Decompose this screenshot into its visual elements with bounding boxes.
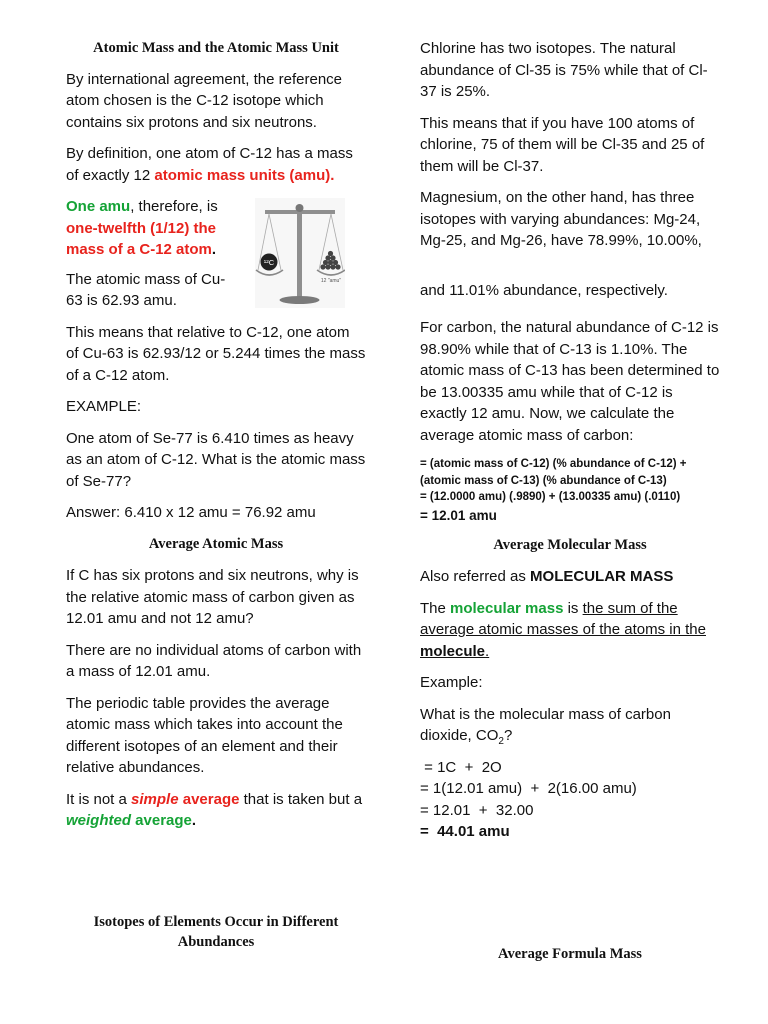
paragraph-reference-atom: By international agreement, the reference atom chosen is the C-12 isotope which contains six protons and six neutrons. [66, 70, 342, 131]
highlight-average: average [178, 790, 240, 808]
calc-step: = 12.01 + 32.00 [420, 801, 534, 819]
calc-result: = 44.01 amu [420, 823, 510, 840]
paragraph-carbon-abundance: For carbon, the natural abundance of C-12 is 98.90% while that of C-13 is 1.10%. The atomic mass of C-13 has been determined to be 13.00335 amu while that of C-12 is exactly 12 amu. Now, we calculate the average atomic mass of carbon: [420, 319, 720, 444]
example-question: One atom of Se-77 is 6.410 times as heavy as an atom of C-12. What is the atomic mass of Se-77? [66, 429, 366, 490]
text-span: Also referred as [420, 568, 531, 585]
paragraph-magnesium: Magnesium, on the other hand, has three isotopes with varying abundances: Mg-24, Mg-25, and Mg-26, have 78.99%, 10.00%, [420, 189, 702, 249]
paragraph-chlorine: Chlorine has two isotopes. The natural abundance of Cl-35 is 75% while that of Cl-37 is 25%. [420, 40, 708, 100]
amu-sphere [325, 255, 330, 260]
subscript-2: 2 [498, 736, 504, 747]
section-heading-atomic-mass-unit: Atomic Mass and the Atomic Mass Unit [93, 40, 339, 56]
balance-scale-figure [255, 198, 345, 308]
paragraph-definition [66, 143, 366, 186]
amu-definition-block [66, 196, 236, 261]
underlined-molecule: molecule [420, 642, 486, 660]
amu-sphere [335, 264, 340, 269]
scale-post [297, 210, 302, 298]
text-span: that is taken but a [239, 790, 363, 808]
paragraph-cu63: The atomic mass of Cu-63 is 62.93 amu. [66, 270, 226, 309]
text-span: , therefore, is [130, 198, 218, 215]
highlight-weighted: weighted [66, 812, 132, 829]
amu-sphere [323, 260, 328, 265]
underlined-definition: the sum of the average atomic masses of the atoms in the [420, 599, 706, 638]
example-question-co2 [420, 704, 720, 747]
calc-step: = 1C + 2O [420, 758, 502, 776]
paragraph-relative: This means that relative to C-12, one atom of Cu-63 is 62.93/12 or 5.244 times the mass of a C-12 atom. [66, 323, 366, 384]
text-span: . [485, 642, 490, 660]
amu-label: 12 "amu" [320, 278, 342, 284]
scale-pivot [296, 204, 304, 212]
section-heading-average-atomic-mass: Average Atomic Mass [148, 535, 284, 552]
text-span: The [420, 599, 451, 617]
paragraph-one-amu [66, 196, 236, 261]
example-label: EXAMPLE: [66, 398, 142, 415]
paragraph-weighted-average [66, 789, 366, 832]
calc-line: = (12.0000 amu) (.9890) + (13.00335 amu) (.0110) [420, 491, 681, 503]
paragraph-also-referred [420, 566, 720, 588]
right-column [420, 38, 720, 843]
text-span: What is the molecular mass of carbon dioxide, CO [420, 705, 671, 744]
paragraph-magnesium-cont: and 11.01% abundance, respectively. [420, 281, 668, 299]
paragraph-no-individual-atoms: There are no individual atoms of carbon with a mass of 12.01 amu. [66, 641, 362, 680]
text-span: . [191, 812, 197, 829]
calculation-block [420, 456, 720, 525]
text-span: . [211, 241, 217, 258]
highlight-one-amu: One amu [66, 198, 131, 215]
amu-sphere [328, 251, 333, 256]
paragraph-100-atoms: This means that if you have 100 atoms of chlorine, 75 of them will be Cl-35 and 25 of them will be Cl-37. [420, 114, 705, 175]
scale-base [280, 296, 320, 304]
calc-step: = 1(12.01 amu) + 2(16.00 amu) [420, 780, 637, 797]
carbon-label: ¹²C [263, 258, 275, 267]
amu-sphere [320, 264, 325, 269]
paragraph-periodic-table: The periodic table provides the average atomic mass which takes into account the different isotopes of an element and their relative abundances. [66, 694, 343, 776]
amu-sphere [333, 260, 338, 265]
co2-calculation [420, 757, 720, 843]
paragraph-why-12-01: If C has six protons and six neutrons, why is the relative atomic mass of carbon given as 12.01 amu and not 12 amu? [66, 567, 359, 627]
amu-sphere [330, 264, 335, 269]
calc-result: = 12.01 amu [420, 507, 497, 523]
text-span: By definition, one atom of C-12 has a mass of exactly 12 [66, 145, 353, 184]
highlight-average: average [131, 812, 192, 829]
highlight-simple: simple [131, 790, 179, 808]
section-heading-average-formula-mass: Average Formula Mass [498, 946, 642, 962]
calc-line: = (atomic mass of C-12) (% abundance of C-12) + [420, 458, 687, 470]
paragraph-molecular-mass-definition [420, 598, 720, 663]
text-span: is [563, 599, 583, 617]
highlight-amu: atomic mass units (amu). [154, 166, 335, 184]
highlight-molecular-mass: molecular mass [450, 599, 564, 617]
amu-sphere [328, 260, 333, 265]
example-label: Example: [420, 674, 483, 691]
amu-sphere [330, 255, 335, 260]
calc-line: (atomic mass of C-13) (% abundance of C-13) [420, 474, 667, 487]
amu-sphere [325, 264, 330, 269]
example-answer: Answer: 6.410 x 12 amu = 76.92 amu [66, 504, 316, 521]
section-heading-average-molecular-mass: Average Molecular Mass [493, 536, 647, 553]
left-column [66, 38, 366, 832]
text-span: It is not a [66, 790, 132, 808]
section-heading-isotope-abundances: Isotopes of Elements Occur in Different Abundances [93, 914, 339, 950]
highlight-one-twelfth: one-twelfth (1/12) the mass of a C-12 atom [66, 219, 217, 258]
molecular-mass-emphasis: MOLECULAR MASS [530, 568, 674, 585]
text-span: ? [503, 727, 513, 744]
